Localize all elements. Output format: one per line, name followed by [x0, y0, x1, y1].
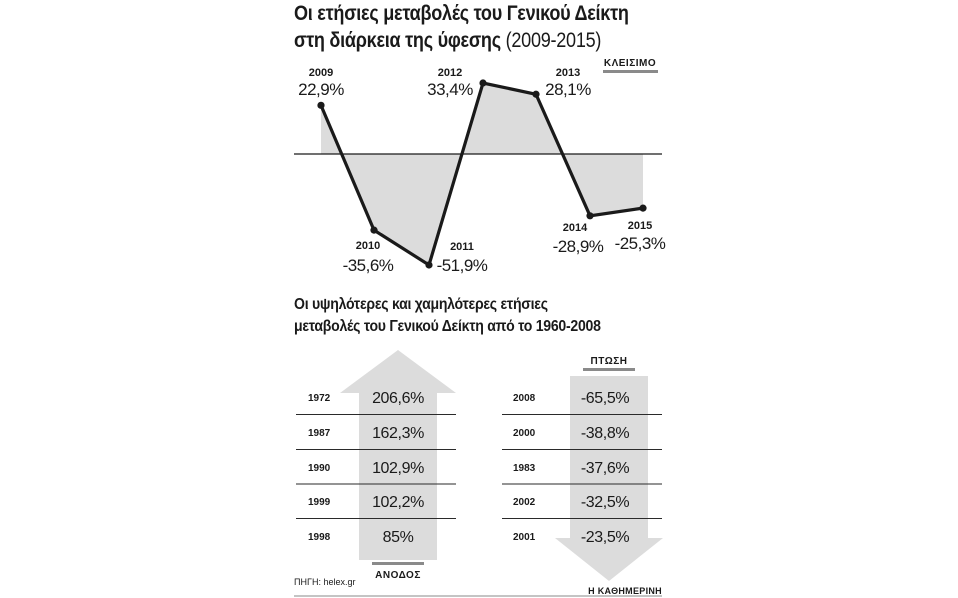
- fall-year-1983: 1983: [513, 463, 536, 474]
- legend-label: ΚΛΕΙΣΙΜΟ: [603, 58, 657, 69]
- chart-title-range: (2009-2015): [505, 29, 602, 52]
- data-point-2012: [479, 79, 486, 86]
- chart-title-line1: Οι ετήσιες μεταβολές του Γενικού Δείκτη: [294, 2, 629, 25]
- table-subtitle: [294, 294, 664, 338]
- x-tick-label-2010: 2010: [355, 240, 381, 252]
- data-point-2015: [639, 205, 646, 212]
- x-tick-label-2015: 2015: [627, 220, 653, 232]
- data-label-2015: -25,3%: [614, 234, 666, 253]
- brand-credit: Η ΚΑΘΗΜΕΡΙΝΗ: [588, 586, 662, 596]
- rise-value-1972: 206,6%: [372, 390, 424, 407]
- rise-year-1987: 1987: [308, 428, 331, 439]
- fall-value-2001: -23,5%: [580, 529, 630, 546]
- x-tick-label-2009: 2009: [308, 67, 334, 79]
- data-point-2009: [317, 102, 324, 109]
- fall-value-2008: -65,5%: [580, 390, 630, 407]
- fall-year-2002: 2002: [513, 497, 536, 508]
- rise-year-1998: 1998: [308, 532, 331, 543]
- data-point-2010: [370, 227, 377, 234]
- x-tick-label-2014: 2014: [562, 222, 588, 234]
- fall-value-2000: -38,8%: [580, 425, 630, 442]
- fall-label: ΠΤΩΣΗ: [590, 356, 628, 367]
- rise-label: ΑΝΟΔΟΣ: [375, 570, 421, 581]
- data-label-2013: 28,1%: [545, 80, 591, 99]
- table-subtitle-line2: μεταβολές του Γενικού Δείκτη από το 1960-2008: [294, 318, 601, 335]
- fall-year-2001: 2001: [513, 532, 536, 543]
- data-point-2014: [586, 212, 593, 219]
- rise-value-1999: 102,2%: [372, 494, 424, 511]
- rise-year-1990: 1990: [308, 463, 331, 474]
- fall-value-1983: -37,6%: [580, 460, 630, 477]
- source-credit: ΠΗΓΗ: helex.gr: [294, 577, 356, 587]
- rise-value-1990: 102,9%: [372, 460, 424, 477]
- data-point-2013: [532, 91, 539, 98]
- fall-year-2000: 2000: [513, 428, 536, 439]
- x-tick-label-2013: 2013: [555, 67, 581, 79]
- fall-value-2002: -32,5%: [580, 494, 630, 511]
- data-label-2010: -35,6%: [342, 256, 394, 275]
- table-subtitle-line1: Οι υψηλότερες και χαμηλότερες ετήσιες: [294, 296, 548, 313]
- x-tick-label-2011: 2011: [450, 241, 474, 253]
- rise-value-1987: 162,3%: [372, 425, 424, 442]
- data-label-2011: -51,9%: [436, 256, 488, 275]
- data-label-2014: -28,9%: [552, 237, 604, 256]
- x-tick-label-2012: 2012: [437, 67, 463, 79]
- tables-group: [294, 350, 663, 596]
- chart-title-line2-bold: στη διάρκεια της ύφεσης: [294, 29, 501, 52]
- legend-swatch: [603, 70, 658, 73]
- chart1-group: [294, 58, 666, 275]
- rise-year-1972: 1972: [308, 393, 331, 404]
- rise-label-bar: [372, 562, 424, 565]
- fall-year-2008: 2008: [513, 393, 536, 404]
- fall-label-bar: [583, 368, 635, 371]
- rise-year-1999: 1999: [308, 497, 331, 508]
- data-label-2012: 33,4%: [427, 80, 473, 99]
- rise-value-1998: 85%: [382, 529, 414, 546]
- data-point-2011: [425, 261, 432, 268]
- data-label-2009: 22,9%: [298, 80, 344, 99]
